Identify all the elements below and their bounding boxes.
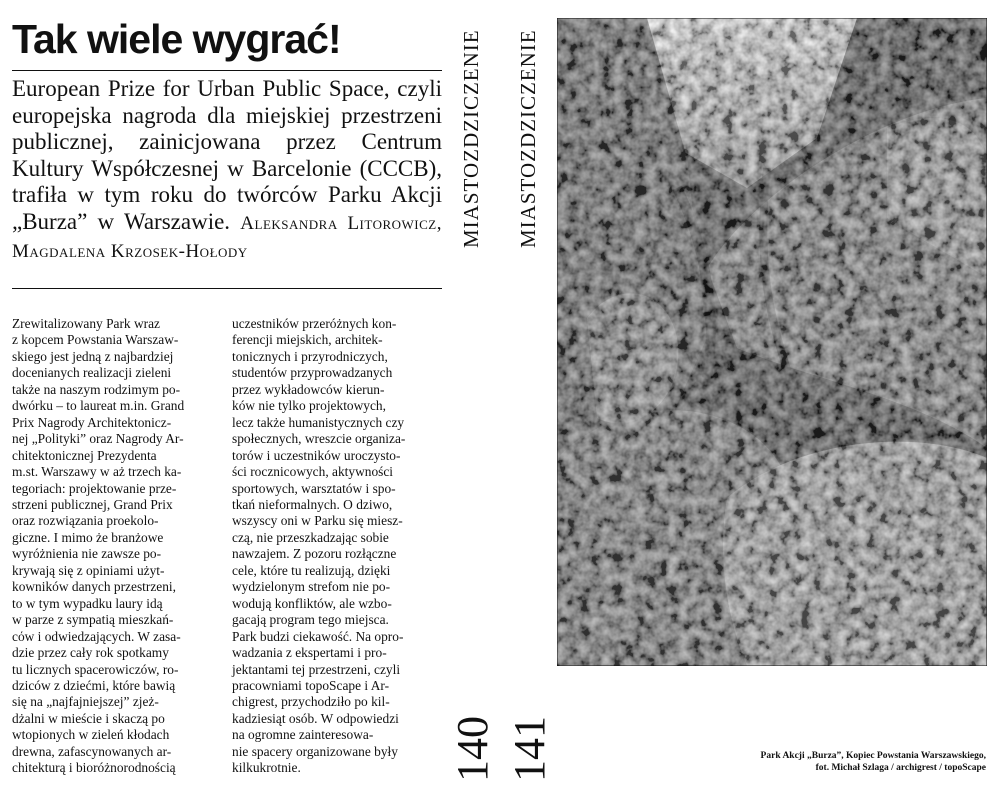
page-number-left: 140 xyxy=(448,716,497,782)
park-photo xyxy=(557,18,987,666)
caption-line-1: Park Akcji „Burza”, Kopiec Powstania Warszawskiego, xyxy=(760,751,986,761)
lead-rule xyxy=(12,288,442,289)
article-authors: Aleksandra Litorowicz, Magdalena Krzosek-Hołody xyxy=(12,212,443,262)
article-headline: Tak wiele wygrać! xyxy=(12,16,341,62)
headline-rule xyxy=(12,70,442,71)
caption-line-2: fot. Michał Szlaga / archigrest / topoScape xyxy=(815,763,986,773)
photo-caption xyxy=(686,750,986,774)
lead-text: European Prize for Urban Public Space, czyli europejska nagroda dla miejskiej przestrzeni publicznej, zainicjowana przez Centrum Kultury Współczesnej w Barcelonie (CCCB), trafiła w tym roku do twórców Parku Akcji „Burza” w Warszawie. xyxy=(12,76,442,234)
page-number-right: 141 xyxy=(505,716,554,782)
section-label-right: MIASTOZDZICZENIE xyxy=(516,29,540,248)
section-label-left: MIASTOZDZICZENIE xyxy=(459,29,483,248)
body-column-1: Zrewitalizowany Park wraz z kopcem Powstania Warszaw- skiego jest jedną z najbardziej docenianych realizacji zieleni także na naszym rodzimym po- dwórku – to laureat m.in. Grand Prix Nagrody Architektonicz- nej „Polityki” oraz Nagrody Ar- chitektonicznej Prezydenta m.st. Warszawy w aż trzech ka- tegoriach: projektowanie prze- strzeni publicznej, Grand Prix oraz rozwiązania proekolo- giczne. I mimo że branżowe wyróżnienia nie zawsze po- krywają się z opiniami użyt- kowników danych przestrzeni, to w tym wypadku laury idą w parze z sympatią mieszkań- cόw i odwiedzających. W zasa- dzie przez cały rok spotkamy tu licznych spacerowiczów, ro- dziców z dziećmi, które bawią się na „najfajniejszej” zjeż- dżalni w mieście i skaczą po wtopionych w zieleń kłodach drewna, zafascynowanych ar- chitekturą i bioróżnorodnością xyxy=(12,316,185,776)
body-column-2: uczestników przeróżnych kon- ferencji miejskich, architek- tonicznych i przyrodniczych, studentów przyprowadzanych przez wykładowców kierun- ków nie tylko projektowych, lecz także humanistycznych czy społecznych, wreszcie organiza- torów i uczestników uroczysto- ści rocznicowych, aktywności sportowych, warsztatów i spo- tkań nieformalnych. O dziwo, wszyscy oni w Parku się miesz- czą, nie przeszkadzając sobie nawzajem. Z pozoru rozłączne cele, które tu realizują, dzięki wydzielonym strefom nie po- wodują konfliktów, ale wzbo- gacają program tego miejsca. Park budzi ciekawość. Na opro- wadzania z ekspertami i pro- jektantami tej przestrzeni, czyli pracowniami topoScape i Ar- chigrest, przychodziło po kil- kadziesiąt osób. W odpowiedzi na ogromne zainteresowa- nie spacery organizowane były kilkukrotnie. xyxy=(232,316,406,776)
article-lead xyxy=(12,76,442,266)
